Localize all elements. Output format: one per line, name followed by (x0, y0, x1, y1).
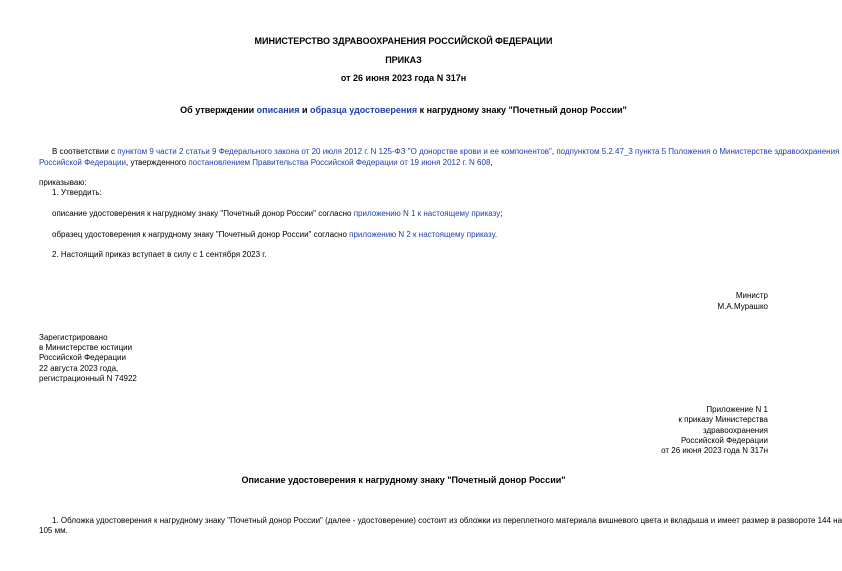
preamble-line-2 (39, 157, 493, 168)
title-link-description[interactable]: описания (256, 105, 300, 115)
signature-position: Министр (735, 291, 768, 300)
doc-type-heading: ПРИКАЗ (385, 55, 422, 65)
prikazyvayu-text: приказываю: (39, 178, 87, 187)
appendix-title: Описание удостоверения к нагрудному знаку "Почетный донор России" (241, 475, 566, 485)
registration-line-1: Зарегистрировано (39, 333, 108, 342)
ministry-heading: МИНИСТЕРСТВО ЗДРАВООХРАНЕНИЯ РОССИЙСКОЙ ФЕДЕРАЦИИ (254, 36, 553, 46)
appendix-2-link[interactable]: приложению N 2 к настоящему приказу (349, 230, 495, 239)
appendix-header-line-1: Приложение N 1 (706, 405, 768, 414)
order-title (0, 105, 807, 115)
subitem-1-end: ; (500, 209, 503, 218)
preamble-link-resolution[interactable]: постановлением Правительства Российской Федерации от 19 июня 2012 г. N 608 (188, 158, 491, 167)
title-text-2: и (299, 105, 311, 115)
appendix-header-line-2: к приказу Министерства (678, 415, 768, 424)
title-text-3: к нагрудному знаку "Почетный донор России" (417, 105, 627, 115)
registration-line-5: регистрационный N 74922 (39, 374, 137, 383)
appendix-header-line-3: здравоохранения (702, 426, 768, 435)
appendix-1-link[interactable]: приложению N 1 к настоящему приказу (353, 209, 501, 218)
preamble-link-federal-law[interactable]: пунктом 9 части 2 статьи 9 Федерального закона от 20 июля 2012 г. N 125-ФЗ "О донорстве крови и ее компонентов" (117, 147, 552, 156)
preamble-text-1: В соответствии с (52, 147, 118, 156)
signature-name: М.А.Мурашко (717, 302, 768, 311)
preamble-line-1 (52, 146, 839, 157)
title-text-1: Об утверждении (180, 105, 257, 115)
title-link-sample[interactable]: образца удостоверения (310, 105, 418, 115)
item-1-text: 1. Утвердить: (52, 188, 102, 197)
subitem-2 (52, 229, 497, 240)
subitem-1 (52, 208, 502, 219)
preamble-text-4: , (490, 158, 493, 167)
preamble-link-subpoint-cont[interactable]: Российской Федерации (39, 158, 126, 167)
appendix-header-line-5: от 26 июня 2023 года N 317н (661, 446, 768, 455)
appendix-paragraph-line-1: 1. Обложка удостоверения к нагрудному знаку "Почетный донор России" (далее - удостоверение) состоит из обложки из переплетного материала вишневого цвета и вкладыша и имеет размер в развороте 144 на (52, 516, 842, 525)
appendix-header-line-4: Российской Федерации (681, 436, 768, 445)
preamble-link-subpoint[interactable]: подпунктом 5.2.47_3 пункта 5 Положения о Министерстве здравоохранения (556, 147, 840, 156)
subitem-1-text: описание удостоверения к нагрудному знаку "Почетный донор России" согласно (52, 209, 354, 218)
subitem-2-text: образец удостоверения к нагрудному знаку "Почетный донор России" согласно (52, 230, 350, 239)
registration-line-3: Российской Федерации (39, 353, 126, 362)
subitem-2-end: . (494, 230, 498, 239)
preamble-text-2: , (551, 147, 557, 156)
preamble-text-3: , утвержденного (126, 158, 189, 167)
registration-line-4: 22 августа 2023 года, (39, 364, 119, 373)
appendix-paragraph-line-2: 105 мм. (39, 526, 68, 535)
date-number-heading: от 26 июня 2023 года N 317н (340, 73, 467, 83)
item-2-text: 2. Настоящий приказ вступает в силу с 1 сентября 2023 г. (52, 250, 267, 259)
registration-line-2: в Министерстве юстиции (39, 343, 133, 352)
